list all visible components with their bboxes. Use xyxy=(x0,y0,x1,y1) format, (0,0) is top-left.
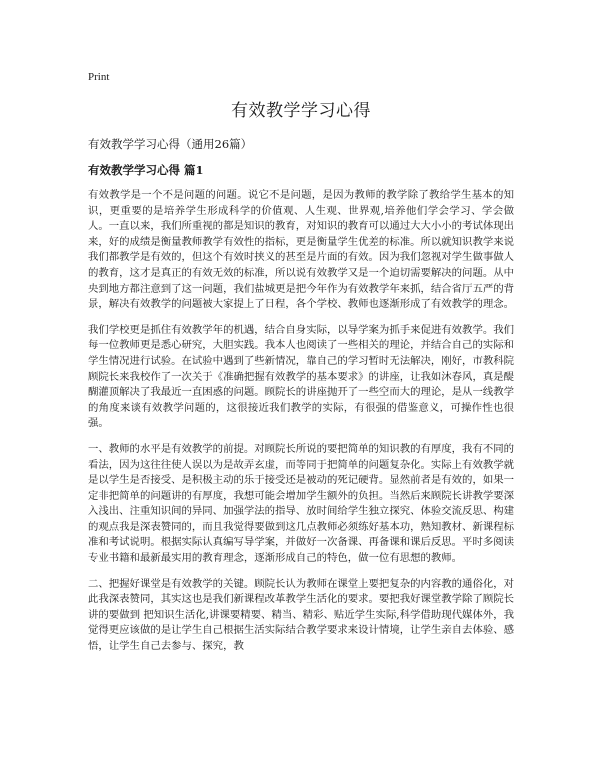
paragraph-1: 有效教学是一个不是问题的问题。说它不是问题，是因为教师的教学除了教给学生基本的知识，更重要的是培养学生形成科学的价值观、人生观、世界观,培养他们学会学习、学会做人。一直以来，我们所重视的都是知识的教育，对知识的教育可以通过大大小小的考试体现出来，好的成绩是衡量教师教学有效性的指标，更是衡量学生优差的标准。所以就知识教学来说我们都教学是有效的，但这个有效时挟义的甚至是片面的有效。因为我们忽视对学生做事做人的教育，这才是真正的有效无效的标准，所以说有效教学又是一个迫切需要解决的问题。从中央到地方都注意到了这一问题，我们盐城更是把今年作为有效教学年来抓，结合省厅五严的背景，解决有效教学的问题被大家提上了日程，各个学校、教师也逐渐形成了有效教学的理念。 xyxy=(88,189,515,311)
document-title: 有效教学学习心得 xyxy=(231,101,371,121)
paragraph-3: 一、教师的水平是有效教学的前提。对顾院长所说的要把简单的知识教的有厚度，我有不同的看法，因为这往往使人误以为是故弄玄虚，而等同于把简单的问题复杂化。实际上有效教学就是以学生是否接受、是积极主动的乐于接受还是被动的死记硬背。显然前者是有效的，如果一定非把简单的问题讲的有厚度，我想可能会增加学生额外的负担。当然后来顾院长讲教学要深入浅出、注重知识间的异同、加强学法的指导、放时间给学生独立探究、体验交流反思、构建的观点我是深表赞同的，而且我觉得要做到这几点教师必须练好基本功，熟知教材、新课程标准和考试说明。根据实际认真编写导学案，并做好一次备课、再备课和课后反思。平时多阅读专业书籍和最新最实用的教育理念，逐渐形成自己的特色，做一位有思想的教师。 xyxy=(88,442,515,565)
document-page xyxy=(88,70,514,665)
paragraph-4: 二、把握好课堂是有效教学的关键。顾院长认为教师在课堂上要把复杂的内容教的通俗化，对此我深表赞同，其实这也是我们新课程改革教学生活化的要求。要把我好课堂教学除了顾院长讲的要做到 把知识生活化,讲课要精要、精当、精彩、贴近学生实际,科学借助现代媒体外，我觉得更应该做的是让学生自己根据生活实际结合教学要求来设计情境，让学生亲自去体验、感悟，让学生自己去参与、探究，教 xyxy=(88,577,515,653)
section-heading: 有效教学学习心得 篇1 xyxy=(88,163,204,177)
document-subtitle: 有效教学学习心得（通用26篇） xyxy=(88,137,253,151)
paragraph-2: 我们学校更是抓住有效教学年的机遇，结合自身实际，以导学案为抓手来促进有效教学。我们每一位教师更是悉心研究，大胆实践。我本人也阅读了一些相关的理论，并结合自己的实际和学生情况进行试验。在试验中遇到了些新情况，靠自己的学习暂时无法解决，刚好，市教科院顾院长来我校作了一次关于《准确把握有效教学的基本要求》的讲座，让我如沐春风，真是醍醐灌顶解决了我最近一直困惑的问题。顾院长的讲座抛开了一些空而大的理论，是从一线教学的角度来谈有效教学问题的，这很接近我们教学的实际，有很强的借鉴意义，可操作性也很强。 xyxy=(88,323,515,430)
print-label: Print xyxy=(88,71,110,83)
